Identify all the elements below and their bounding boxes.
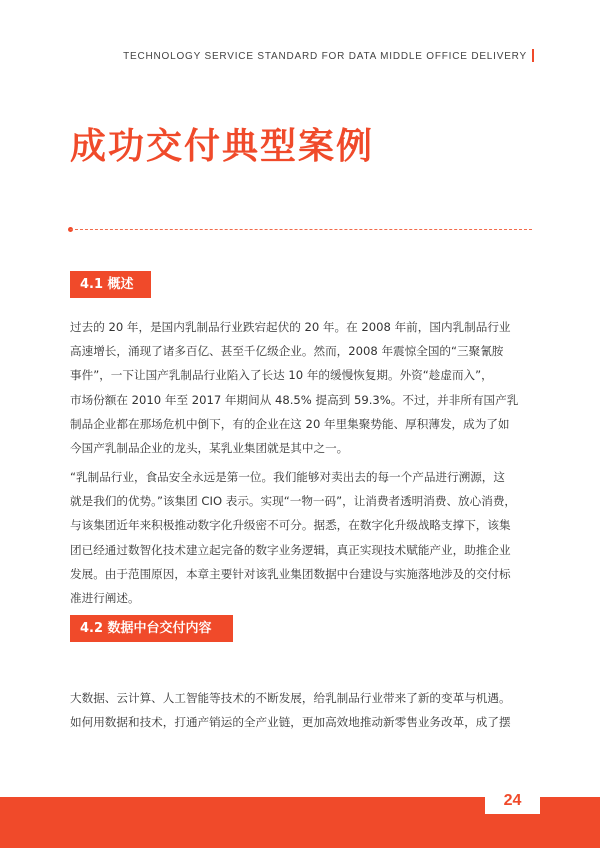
section-heading-4-1: 4.1 概述 [70, 271, 151, 298]
text-line: “乳制品行业，食品安全永远是第一位。我们能够对卖出去的每一个产品进行溯源，这 [70, 470, 505, 484]
paragraph-overview-2 [70, 465, 535, 610]
text-line: 发展。由于范围原因，本章主要针对该乳业集团数据中台建设与实施落地涉及的交付标 [70, 566, 511, 581]
text-line: 事件”，一下让国产乳制品行业陷入了长达 10 年的缓慢恢复期。外资“趁虚而入”， [70, 368, 493, 383]
section-heading-4-2: 4.2 数据中台交付内容 [70, 615, 233, 642]
paragraph-delivery-content [70, 686, 535, 734]
text-line: 大数据、云计算、人工智能等技术的不断发展，给乳制品行业带来了新的变革与机遇。 [70, 691, 511, 705]
text-line: 就是我们的优势。”该集团 CIO 表示。实现“一物一码”，让消费者透明消费、放心消费， [70, 494, 517, 509]
page-title: 成功交付典型案例 [70, 126, 375, 167]
text-line: 准进行阐述。 [70, 591, 140, 606]
text-line: 高速增长，涌现了诸多百亿、甚至千亿级企业。然而，2008 年震惊全国的“三聚氰胺 [70, 344, 504, 359]
text-line: 与该集团近年来积极推动数字化升级密不可分。据悉，在数字化升级战略支撑下，该集 [70, 518, 511, 533]
header-title: TECHNOLOGY SERVICE STANDARD FOR DATA MIDDLE OFFICE DELIVERY [123, 51, 527, 62]
text-line: 市场份额在 2010 年至 2017 年期间从 48.5% 提高到 59.3%。不过，并非所有国产乳 [70, 392, 519, 407]
page-number: 24 [503, 792, 522, 809]
text-line: 如何用数据和技术，打通产销运的全产业链，更加高效地推动新零售业务改革，成了摆 [70, 715, 511, 730]
text-line: 今国产乳制品企业的龙头，某乳业集团就是其中之一。 [70, 441, 349, 456]
text-line: 过去的 20 年，是国内乳制品行业跌宕起伏的 20 年。在 2008 年前，国内乳制品行业 [70, 320, 511, 334]
header-accent-bar [532, 49, 534, 62]
text-line: 团已经通过数智化技术建立起完备的数字业务逻辑，真正实现技术赋能产业，助推企业 [70, 542, 511, 557]
title-divider [70, 229, 532, 230]
paragraph-overview-1 [70, 315, 535, 460]
text-line: 制品企业都在那场危机中倒下，有的企业在这 20 年里集聚势能、厚积薄发，成为了如 [70, 416, 510, 431]
